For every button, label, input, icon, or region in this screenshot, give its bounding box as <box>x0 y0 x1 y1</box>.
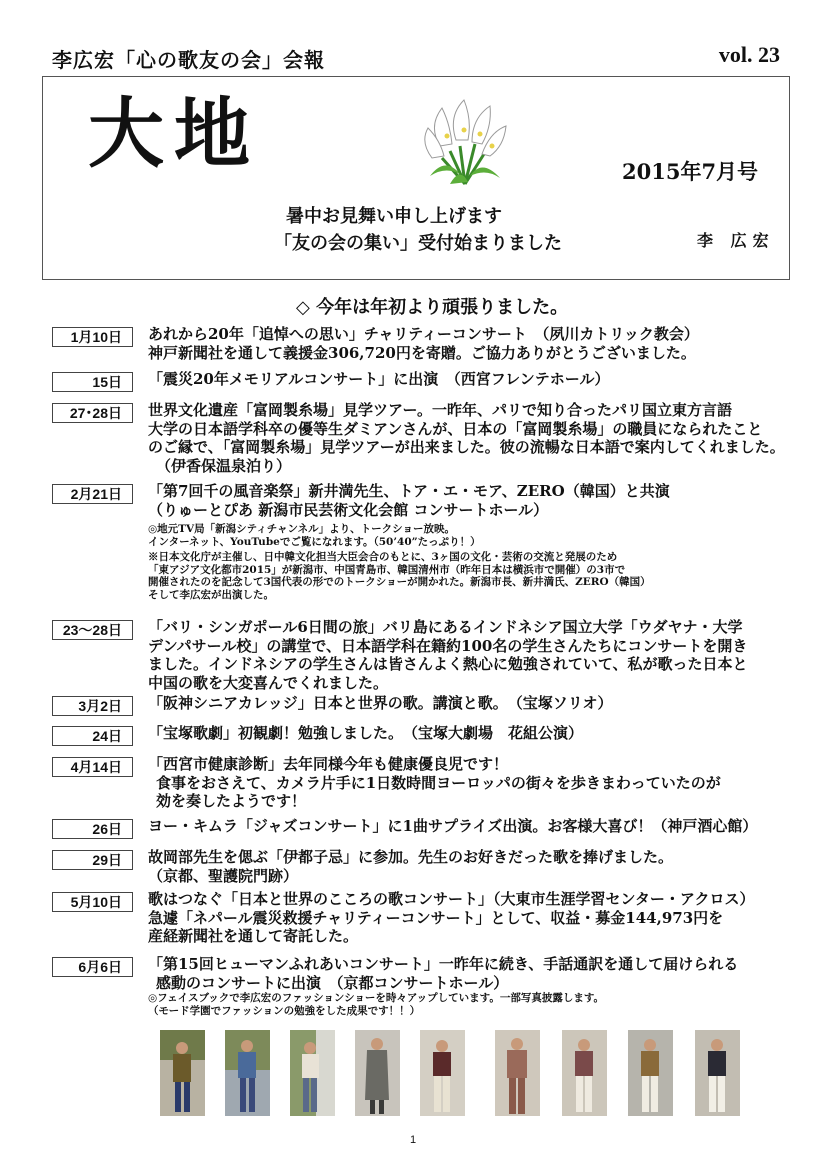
entry-date: 26日 <box>52 819 133 839</box>
greeting-block <box>274 203 562 257</box>
entry-line: 効を奏したようです！ <box>156 792 307 810</box>
entry-line: 歌はつなぐ「日本と世界のこころの歌コンサート」（大東市生涯学習センター・アクロス） <box>148 890 755 908</box>
entry-text <box>148 370 798 389</box>
fashion-photo <box>225 1030 270 1116</box>
entry-text <box>148 325 798 362</box>
calla-lily-icon <box>420 96 510 186</box>
author-name: 李 広宏 <box>697 231 775 250</box>
entry-date: 6月6日 <box>52 957 133 977</box>
entry-date: 1月10日 <box>52 327 133 347</box>
entry-text <box>148 755 798 811</box>
entry-line: あれから20年「追悼への思い」チャリティーコンサート （夙川カトリック教会） <box>148 325 699 343</box>
entry-date: 2月21日 <box>52 484 133 504</box>
fashion-photo <box>562 1030 607 1116</box>
entry-line: 「西宮市健康診断」去年同様今年も健康優良児です！ <box>148 755 509 773</box>
entry-line: ました。インドネシアの学生さんは皆さんよく熱心に勉強されていて、私が歌った日本と <box>148 655 748 673</box>
entry-line: 「震災20年メモリアルコンサート」に出演 （西宮フレンテホール） <box>148 370 610 388</box>
fashion-photo <box>290 1030 335 1116</box>
entry-line: 「宝塚歌劇」初観劇！勉強しました。 （宝塚大劇場 花組公演） <box>148 724 584 742</box>
fashion-photo <box>628 1030 673 1116</box>
entry-text <box>148 482 798 601</box>
entry-date: 23～28日 <box>52 620 133 640</box>
entry-text <box>148 401 798 475</box>
entry-note: 「東アジア文化都市2015」が新潟市、中国青島市、韓国清州市（昨年日本は横浜市で開催）の3市で <box>148 563 626 576</box>
fashion-photo <box>495 1030 540 1116</box>
fashion-photo <box>695 1030 740 1116</box>
entry-date: 27･28日 <box>52 403 133 423</box>
entry-line: 産経新聞社を通して寄託した。 <box>148 927 359 945</box>
entry-note: そして李広宏が出演した。 <box>148 588 274 601</box>
entry-line: 故岡部先生を偲ぶ「伊都子忌」に参加。先生のお好きだった歌を捧げました。 <box>148 848 674 866</box>
entry-note: 開催されたのを記念して3国代表の形でのトークショーが開かれた。新潟市長、新井満氏、ZERO（韓国） <box>148 576 651 588</box>
entry-date: 3月2日 <box>52 696 133 716</box>
entry-line: のご縁で、「富岡製糸場」見学ツアーが出来ました。彼の流暢な日本語で案内してくれました。 <box>148 438 785 456</box>
entry-text <box>148 817 798 836</box>
greeting-line-2: 「友の会の集い」受付始まりました <box>274 233 562 254</box>
entry-line: （京都、聖護院門跡） <box>148 866 299 885</box>
entry-line: （伊香保温泉泊り） <box>156 456 292 475</box>
entry-line: 世界文化遺産「富岡製糸場」見学ツアー。一昨年、パリで知り合ったパリ国立東方言語 <box>148 401 732 419</box>
volume-number: vol. 23 <box>718 42 780 67</box>
publisher-title: 李広宏「心の歌友の会」会報 <box>52 48 325 72</box>
entry-line: デンパサール校」の講堂で、日本語学科在籍約100名の学生さんたちにコンサートを開き <box>148 636 748 655</box>
fashion-photo <box>420 1030 465 1116</box>
greeting-line-1: 暑中お見舞い申し上げます <box>286 206 502 227</box>
entry-line: 感動のコンサートに出演 （京都コンサートホール） <box>156 973 509 992</box>
entry-line: 神戸新聞社を通して義援金306,720円を寄贈。ご協力ありがとうございました。 <box>148 343 696 362</box>
entry-line: （りゅーとぴあ 新潟市民芸術文化会館 コンサートホール） <box>148 500 549 519</box>
newsletter-title: 大地 <box>88 89 260 178</box>
entry-text <box>148 848 798 885</box>
entry-text <box>148 694 798 713</box>
fashion-photo-strip <box>150 1030 750 1118</box>
entry-text <box>148 890 798 946</box>
fashion-photo <box>160 1030 205 1116</box>
entry-note: インターネット、YouTubeでご覧になれます。（50’40”たっぷり！） <box>148 535 481 548</box>
entry-note: （モード学園でファッションの勉強をした成果です！！） <box>148 1004 421 1017</box>
entry-note: ※日本文化庁が主催し、日中韓文化担当大臣会合のもとに、3ヶ国の文化・芸術の交流と発展のため <box>148 551 618 563</box>
entry-text <box>148 724 798 743</box>
entry-date: 5月10日 <box>52 892 133 912</box>
entry-line: 食事をおさえて、カメラ片手に1日数時間ヨーロッパの街々を歩きまわっていたのが <box>156 773 721 792</box>
entry-line: 「阪神シニアカレッジ」日本と世界の歌。講演と歌。 （宝塚ソリオ） <box>148 694 613 712</box>
issue-date: 2015年7月号 <box>622 159 759 184</box>
page-number: 1 <box>410 1134 417 1146</box>
entry-line: ヨー・キムラ「ジャズコンサート」に1曲サプライズ出演。お客様大喜び！（神戸酒心館） <box>148 817 758 835</box>
entry-note: ◎フェイスブックで李広宏のファッションショーを時々アップしています。一部写真披露します。 <box>148 992 604 1004</box>
entry-line: 「バリ・シンガポール6日間の旅」バリ島にあるインドネシア国立大学「ウダヤナ・大学 <box>148 618 743 636</box>
fashion-photo <box>355 1030 400 1116</box>
entry-date: 24日 <box>52 726 133 746</box>
entry-line: 中国の歌を大変喜んでくれました。 <box>148 673 389 692</box>
entry-line: 「第15回ヒューマンふれあいコンサート」一昨年に続き、手話通訳を通して届けられる <box>148 955 739 973</box>
entry-text <box>148 618 798 692</box>
section-heading: ◇ 今年は年初より頑張りました。 <box>296 297 569 318</box>
entry-line: 「第7回千の風音楽祭」新井満先生、トア・エ・モア、ZERO（韓国）と共演 <box>148 482 670 500</box>
entry-date: 15日 <box>52 372 133 392</box>
entry-date: 29日 <box>52 850 133 870</box>
entry-line: 急遽「ネパール震災救援チャリティーコンサート」として、収益・募金144,973円を <box>148 908 724 927</box>
entry-date: 4月14日 <box>52 757 133 777</box>
entry-note: ◎地元TV局「新潟シティチャンネル」より、トークショー放映。 <box>148 523 455 535</box>
entry-text <box>148 955 798 1017</box>
entry-line: 大学の日本語学科卒の優等生ダミアンさんが、日本の「富岡製糸場」の職員になられたこと <box>148 419 763 438</box>
